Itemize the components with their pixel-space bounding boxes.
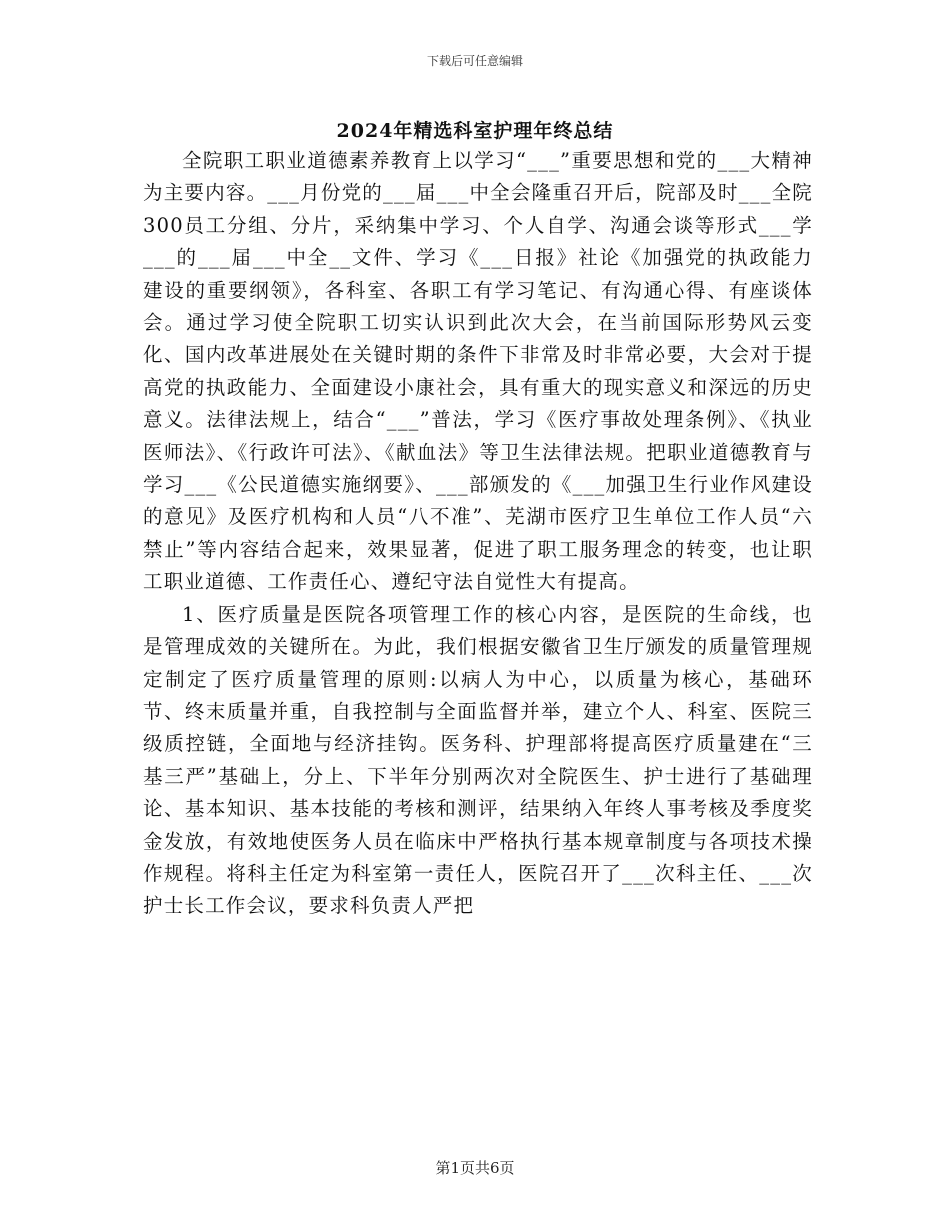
document-title: 2024年精选科室护理年终总结 [336,120,614,142]
paragraph-1: 全院职工职业道德素养教育上以学习“___”重要思想和党的___大精神为主要内容。___月份党的___届___中全会隆重召开后，院部及时___全院300员工分组、分片，采纳集中学习、个人自学、沟通会谈等形式___学___的___届___中全__文件、学习《___日报》社论《加强党的执政能力建设的重要纲领》，各科室、各职工有学习笔记、有沟通心得、有座谈体会。通过学习使全院职工切实认识到此次大会，在当前国际形势风云变化、国内改革进展处在关键时期的条件下非常及时非常必要，大会对于提高党的执政能力、全面建设小康社会，具有重大的现实意义和深远的历史意义。法律法规上，结合“___”普法，学习《医疗事故处理条例》、《执业医师法》、《行政许可法》、《献血法》等卫生法律法规。把职业道德教育与学习___《公民道德实施纲要》、___部颁发的《___加强卫生行业作风建设的意见》及医疗机构和人员“八不准”、芜湖市医疗卫生单位工作人员“六禁止”等内容结合起来，效果显著，促进了职工服务理念的转变，也让职工职业道德、工作责任心、遵纪守法自觉性大有提高。 [143,149,813,594]
page-number: 第1页共6页 [435,1159,515,1177]
page-header-note: 下载后可任意编辑 [426,54,523,68]
paragraph-2: 1、医疗质量是医院各项管理工作的核心内容，是医院的生命线，也是管理成效的关键所在。为此，我们根据安徽省卫生厅颁发的质量管理规定制定了医疗质量管理的原则:以病人为中心，以质量为核心，基础环节、终末质量并重，自我控制与全面监督并举，建立个人、科室、医院三级质控链，全面地与经济挂钩。医务科、护理部将提高医疗质量建在“三基三严”基础上，分上、下半年分别两次对全院医生、护士进行了基础理论、基本知识、基本技能的考核和测评，结果纳入年终人事考核及季度奖金发放，有效地使医务人员在临床中严格执行基本规章制度与各项技术操作规程。将科主任定为科室第一责任人，医院召开了___次科主任、___次护士长工作会议，要求科负责人严把 [143,602,813,918]
document-body [143,145,813,923]
